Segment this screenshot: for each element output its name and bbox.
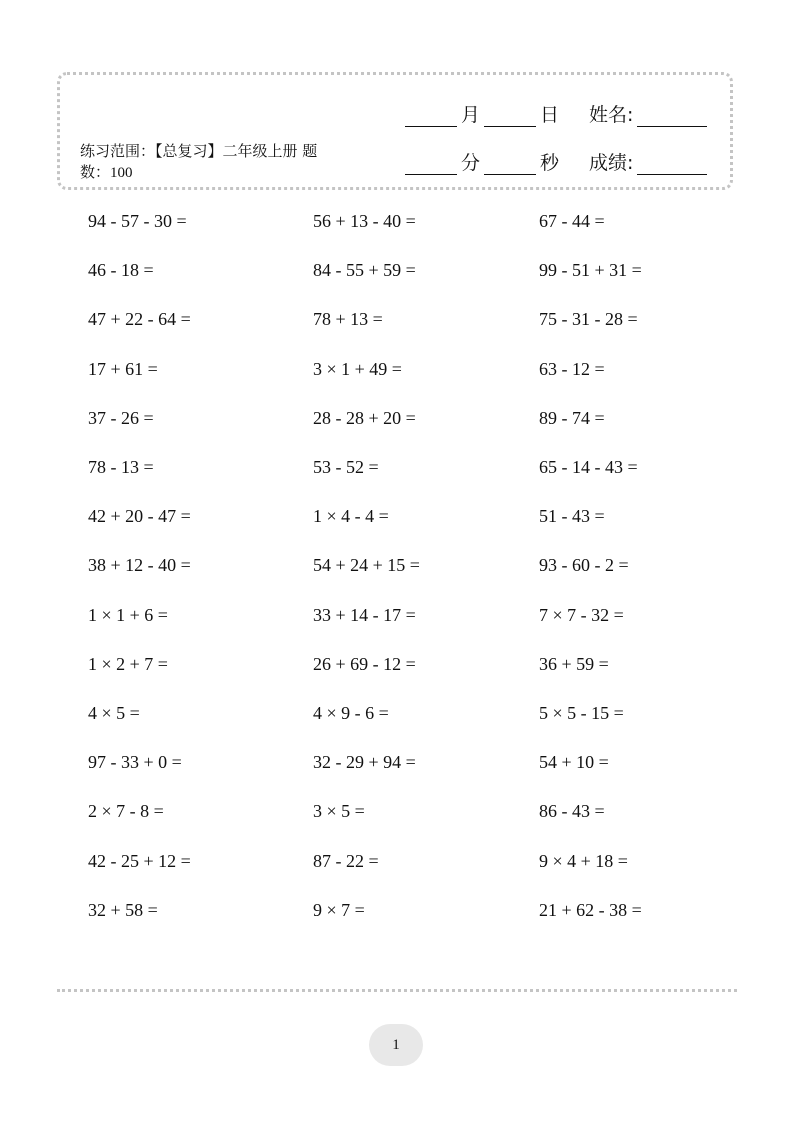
minute-label: 分 [461, 152, 481, 174]
math-problem: 3 × 1 + 49 = [313, 358, 402, 379]
math-problem: 1 × 2 + 7 = [88, 653, 168, 674]
math-problem: 78 - 13 = [88, 457, 154, 478]
math-problem: 47 + 22 - 64 = [88, 309, 191, 330]
math-problem: 21 + 62 - 38 = [539, 899, 642, 920]
math-problem: 17 + 61 = [88, 358, 158, 379]
practice-range [80, 141, 330, 184]
math-problem: 9 × 7 = [313, 899, 365, 920]
problem-count: 100 [110, 165, 133, 181]
math-problem: 86 - 43 = [539, 801, 605, 822]
range-label: 练习范围：【总复习】二年级上册 题数： [80, 142, 318, 181]
minute-blank[interactable] [405, 154, 457, 175]
day-label: 日 [540, 104, 560, 126]
math-problem: 67 - 44 = [539, 211, 605, 232]
math-problem: 9 × 4 + 18 = [539, 850, 628, 871]
math-problem: 28 - 28 + 20 = [313, 407, 416, 428]
math-problem: 89 - 74 = [539, 407, 605, 428]
math-problem: 53 - 52 = [313, 457, 379, 478]
math-problem: 1 × 4 - 4 = [313, 506, 389, 527]
day-blank[interactable] [484, 106, 536, 127]
date-name-row [405, 100, 707, 127]
math-problem: 97 - 33 + 0 = [88, 752, 182, 773]
math-problem: 2 × 7 - 8 = [88, 801, 164, 822]
math-problem: 94 - 57 - 30 = [88, 211, 187, 232]
math-problem: 87 - 22 = [313, 850, 379, 871]
math-problem: 51 - 43 = [539, 506, 605, 527]
math-problem: 63 - 12 = [539, 358, 605, 379]
math-problem: 38 + 12 - 40 = [88, 555, 191, 576]
math-problem: 65 - 14 - 43 = [539, 457, 638, 478]
math-problem: 54 + 10 = [539, 752, 609, 773]
page-number: 1 [369, 1024, 423, 1066]
score-blank[interactable] [637, 154, 707, 175]
math-problem: 78 + 13 = [313, 309, 383, 330]
score-label: 成绩: [589, 152, 634, 174]
math-problem: 99 - 51 + 31 = [539, 260, 642, 281]
math-problem: 46 - 18 = [88, 260, 154, 281]
math-problem: 5 × 5 - 15 = [539, 702, 624, 723]
time-score-row [405, 148, 707, 175]
math-problem: 75 - 31 - 28 = [539, 309, 638, 330]
name-label: 姓名: [589, 104, 634, 126]
math-problem: 42 + 20 - 47 = [88, 506, 191, 527]
math-problem: 42 - 25 + 12 = [88, 850, 191, 871]
math-problem: 1 × 1 + 6 = [88, 604, 168, 625]
name-blank[interactable] [637, 106, 707, 127]
math-problem: 84 - 55 + 59 = [313, 260, 416, 281]
month-blank[interactable] [405, 106, 457, 127]
month-label: 月 [461, 104, 481, 126]
math-problem: 54 + 24 + 15 = [313, 555, 420, 576]
math-problem: 93 - 60 - 2 = [539, 555, 629, 576]
worksheet-header [57, 72, 733, 190]
math-problem: 4 × 5 = [88, 702, 140, 723]
math-problem: 3 × 5 = [313, 801, 365, 822]
math-problem: 33 + 14 - 17 = [313, 604, 416, 625]
math-problem: 56 + 13 - 40 = [313, 211, 416, 232]
second-label: 秒 [540, 152, 560, 174]
math-problem: 36 + 59 = [539, 653, 609, 674]
math-problem: 32 - 29 + 94 = [313, 752, 416, 773]
math-problem: 4 × 9 - 6 = [313, 702, 389, 723]
math-problem: 26 + 69 - 12 = [313, 653, 416, 674]
second-blank[interactable] [484, 154, 536, 175]
math-problem: 7 × 7 - 32 = [539, 604, 624, 625]
math-problem: 37 - 26 = [88, 407, 154, 428]
problem-grid [88, 197, 738, 935]
footer-divider [57, 989, 737, 992]
math-problem: 32 + 58 = [88, 899, 158, 920]
